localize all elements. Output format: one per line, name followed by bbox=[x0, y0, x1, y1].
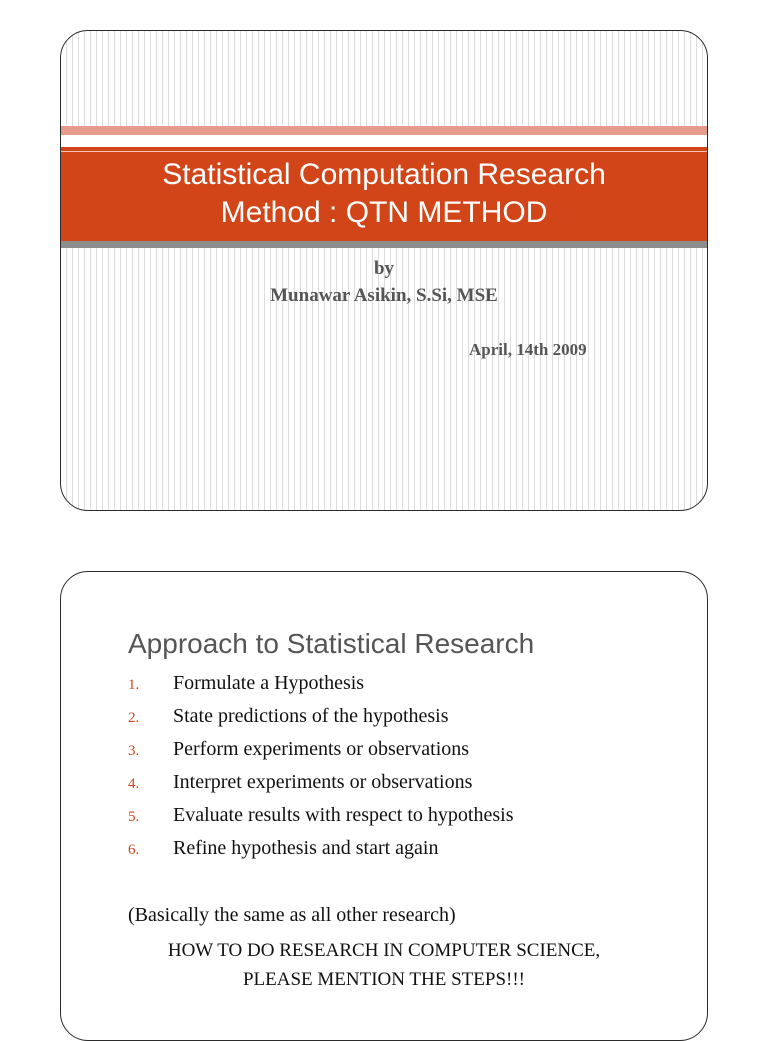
howto-line-1: HOW TO DO RESEARCH IN COMPUTER SCIENCE, bbox=[167, 940, 601, 961]
presentation-date: April, 14th 2009 bbox=[469, 340, 587, 359]
step-text: Perform experiments or observations bbox=[173, 738, 470, 760]
accent-band-gap bbox=[61, 135, 707, 147]
step-number: 4. bbox=[128, 776, 140, 792]
step-number: 1. bbox=[128, 677, 140, 693]
list-item bbox=[128, 804, 513, 837]
step-text: State predictions of the hypothesis bbox=[173, 705, 449, 727]
howto-line-2: PLEASE MENTION THE STEPS!!! bbox=[242, 969, 525, 990]
title-band bbox=[61, 147, 707, 241]
list-item bbox=[128, 672, 513, 705]
step-text: Evaluate results with respect to hypothesis bbox=[173, 804, 514, 826]
accent-band-bottom bbox=[61, 241, 707, 248]
step-text: Interpret experiments or observations bbox=[173, 771, 473, 793]
list-item bbox=[128, 738, 513, 771]
howto-prompt bbox=[91, 936, 677, 994]
list-item bbox=[128, 837, 513, 870]
step-number: 5. bbox=[128, 809, 140, 825]
slide-title-line-2: Method : QTN METHOD bbox=[220, 196, 548, 229]
step-number: 6. bbox=[128, 842, 140, 858]
slide-heading: Approach to Statistical Research bbox=[128, 628, 535, 659]
research-note: (Basically the same as all other research) bbox=[128, 904, 456, 926]
step-number: 2. bbox=[128, 710, 140, 726]
title-slide bbox=[60, 30, 708, 511]
list-item bbox=[128, 705, 513, 738]
step-number: 3. bbox=[128, 743, 140, 759]
list-item bbox=[128, 771, 513, 804]
slide-title-line-1: Statistical Computation Research bbox=[162, 158, 606, 191]
step-text: Formulate a Hypothesis bbox=[173, 672, 365, 694]
accent-band-top bbox=[61, 126, 707, 135]
steps-list bbox=[128, 672, 513, 870]
author-name: Munawar Asikin, S.Si, MSE bbox=[270, 285, 498, 306]
content-slide bbox=[60, 571, 708, 1041]
slide-title bbox=[104, 156, 664, 232]
byline-label: by bbox=[373, 258, 395, 279]
step-text: Refine hypothesis and start again bbox=[173, 837, 439, 859]
